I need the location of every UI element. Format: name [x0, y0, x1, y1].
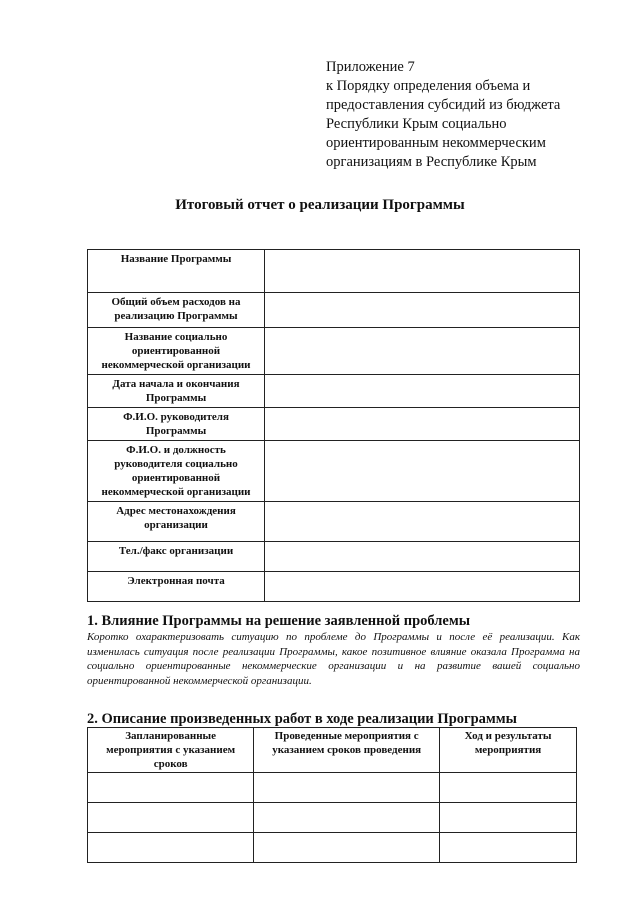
table-row: [88, 833, 577, 863]
row-value-field[interactable]: [265, 502, 580, 542]
appendix-line: организациям в Республике Крым: [326, 154, 537, 170]
column-header-results: Ход и результаты мероприятия: [440, 728, 577, 773]
appendix-line: предоставления субсидий из бюджета: [326, 97, 561, 113]
row-label: Электронная почта: [88, 572, 265, 602]
table-cell[interactable]: [254, 773, 440, 803]
section-2-heading: 2. Описание произведенных работ в ходе реализации Программы: [87, 711, 517, 727]
appendix-line: Республики Крым социально: [326, 116, 507, 132]
section-1-text: Коротко охарактеризовать ситуацию по проблеме до Программы и после её реализации. Как изменилась ситуация после реализации Программы, какое позитивное влияние оказала Программа на социально ориентированные некоммерческие организации и на развитие вашей социально ориентированной некоммерческой организации.: [87, 631, 580, 687]
table-row: [88, 572, 580, 602]
row-value-field[interactable]: [265, 328, 580, 375]
row-value-field[interactable]: [265, 572, 580, 602]
row-label: Ф.И.О. и должность руководителя социально ориентированной некоммерческой организации: [88, 441, 265, 502]
row-label: Ф.И.О. руководителя Программы: [88, 408, 265, 441]
table-row: [88, 773, 577, 803]
row-label: Название социально ориентированной некоммерческой организации: [88, 328, 265, 375]
appendix-line: Приложение 7: [326, 59, 415, 75]
table-row: [88, 293, 580, 328]
row-value-field[interactable]: [265, 408, 580, 441]
row-value-field[interactable]: [265, 250, 580, 293]
section-1-heading: 1. Влияние Программы на решение заявленной проблемы: [87, 613, 471, 629]
row-value-field[interactable]: [265, 293, 580, 328]
table-cell[interactable]: [254, 833, 440, 863]
table-row: [88, 375, 580, 408]
works-table: [87, 727, 577, 863]
table-cell[interactable]: [88, 773, 254, 803]
table-row: [88, 502, 580, 542]
table-row: [88, 328, 580, 375]
table-row: [88, 803, 577, 833]
row-value-field[interactable]: [265, 375, 580, 408]
appendix-line: к Порядку определения объема и: [326, 78, 531, 94]
table-row: [88, 250, 580, 293]
row-label: Тел./факс организации: [88, 542, 265, 572]
table-cell[interactable]: [440, 773, 577, 803]
row-label: Адрес местонахождения организации: [88, 502, 265, 542]
row-value-field[interactable]: [265, 542, 580, 572]
row-value-field[interactable]: [265, 441, 580, 502]
appendix-note: [326, 58, 626, 172]
row-label: Дата начала и окончания Программы: [88, 375, 265, 408]
table-cell[interactable]: [88, 833, 254, 863]
table-cell[interactable]: [440, 833, 577, 863]
table-cell[interactable]: [88, 803, 254, 833]
report-title: Итоговый отчет о реализации Программы: [175, 197, 465, 213]
table-row: [88, 408, 580, 441]
program-info-table: [87, 249, 580, 602]
table-header-row: [88, 728, 577, 773]
column-header-planned: Запланированные мероприятия с указанием сроков: [88, 728, 254, 773]
table-row: [88, 441, 580, 502]
row-label: Название Программы: [88, 250, 265, 293]
table-cell[interactable]: [254, 803, 440, 833]
appendix-line: ориентированным некоммерческим: [326, 135, 546, 151]
row-label: Общий объем расходов на реализацию Программы: [88, 293, 265, 328]
column-header-conducted: Проведенные мероприятия с указанием сроков проведения: [254, 728, 440, 773]
table-row: [88, 542, 580, 572]
table-cell[interactable]: [440, 803, 577, 833]
